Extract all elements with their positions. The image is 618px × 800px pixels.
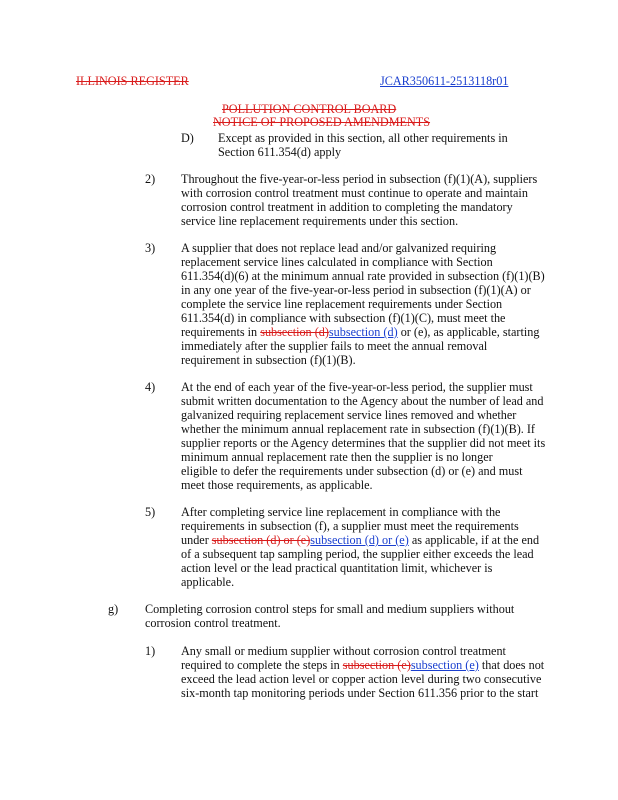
item-g1-text [181,644,544,700]
item-g-line: corrosion control treatment. [145,616,281,630]
notice-title: NOTICE OF PROPOSED AMENDMENTS [213,115,431,129]
item-3-line: in any one year of the five-year-or-less period in subsection (f)(1)(A) or [181,283,531,297]
item-2-line: Throughout the five-year-or-less period in subsection (f)(1)(A), suppliers [181,172,538,186]
item-5-line: of a subsequent tap sampling period, the supplier either exceeds the lead [181,547,534,561]
item-3-line: 611.354(d) in compliance with subsection (f)(1)(C), must meet the [181,311,506,325]
item-g1-line: Any small or medium supplier without corrosion control treatment [181,644,506,658]
item-g1-line: six-month tap monitoring periods under Section 611.356 prior to the start [181,686,539,700]
item-2-text [181,172,537,228]
item-5-line: After completing service line replacement in compliance with the [181,505,501,519]
item-3-line: requirement in subsection (f)(1)(B). [181,353,356,367]
item-4-line: whether the minimum annual replacement rate in subsection (f)(1)(B). If [181,422,535,436]
item-5-label: 5) [145,505,156,519]
item-4-text [181,380,545,492]
item-g1-line-2 [181,658,544,672]
item-3-deleted-text: subsection (d) [260,325,329,339]
item-g-label: g) [108,602,119,616]
item-2-line: with corrosion control treatment must continue to operate and maintain [181,186,528,200]
item-3-line-7 [181,325,545,339]
item-d-text [218,131,508,159]
item-5-deleted-text: subsection (d) or (e) [211,533,311,547]
item-g1-inserted-text: subsection (e) [410,658,479,672]
item-3-line: immediately after the supplier fails to meet the annual removal [181,339,488,353]
item-g1-line: exceed the lead action level or copper action level during two consecutive [181,672,542,686]
item-g1-l2-prefix: required to complete the steps in [181,658,343,672]
item-4-line: supplier reports or the Agency determines that the supplier did not meet its [181,436,546,450]
item-g-line: Completing corrosion control steps for small and medium suppliers without [145,602,515,616]
item-4-line: minimum annual replacement rate then the supplier is no longer [181,450,493,464]
item-d-label: D) [181,131,194,145]
item-3-line: complete the service line replacement requirements under Section [181,297,503,311]
item-2-line: corrosion control treatment in addition to completing the mandatory [181,200,513,214]
item-3-l7-prefix: requirements in [181,325,261,339]
item-5-l3-prefix: under [181,533,212,547]
item-g1-label: 1) [145,644,156,658]
item-4-line: meet those requirements, as applicable. [181,478,373,492]
item-2-label: 2) [145,172,156,186]
item-3-line: replacement service lines calculated in compliance with Section [181,255,493,269]
item-4-line: galvanized requiring replacement service lines removed and whether [181,408,517,422]
item-3-inserted-text: subsection (d) [328,325,398,339]
item-4-label: 4) [145,380,156,394]
item-4-line: At the end of each year of the five-year-or-less period, the supplier must [181,380,533,394]
item-g1-deleted-text: subsection (e) [342,658,411,672]
item-d-line: Section 611.354(d) apply [218,145,342,159]
register-name: ILLINOIS REGISTER [76,74,189,88]
item-4-line: submit written documentation to the Agency about the number of lead and [181,394,544,408]
item-5-inserted-text: subsection (d) or (e) [310,533,409,547]
item-2-line: service line replacement requirements under this section. [181,214,459,228]
item-3-text [181,241,545,367]
item-d-line: Except as provided in this section, all other requirements in [218,131,508,145]
item-g-text [145,602,514,630]
item-3-label: 3) [145,241,156,255]
jcar-id: JCAR350611-2513118r01 [380,74,509,88]
item-5-line: requirements in subsection (f), a supplier must meet the requirements [181,519,519,533]
item-5-l3-suffix: as applicable, if at the end [408,533,540,547]
item-g1-l2-suffix: that does not [478,658,545,672]
item-5-text [181,505,539,589]
item-5-line: action level or the lead practical quantitation limit, whichever is [181,561,493,575]
item-3-line: A supplier that does not replace lead and/or galvanized requiring [181,241,497,255]
board-name: POLLUTION CONTROL BOARD [222,102,397,116]
item-5-line: applicable. [181,575,235,589]
item-3-line: 611.354(d)(6) at the minimum annual rate provided in subsection (f)(1)(B) [181,269,545,283]
item-4-line: eligible to defer the requirements under subsection (d) or (e) and must [181,464,523,478]
item-3-l7-suffix: or (e), as applicable, starting [397,325,540,339]
item-5-line-3 [181,533,539,547]
